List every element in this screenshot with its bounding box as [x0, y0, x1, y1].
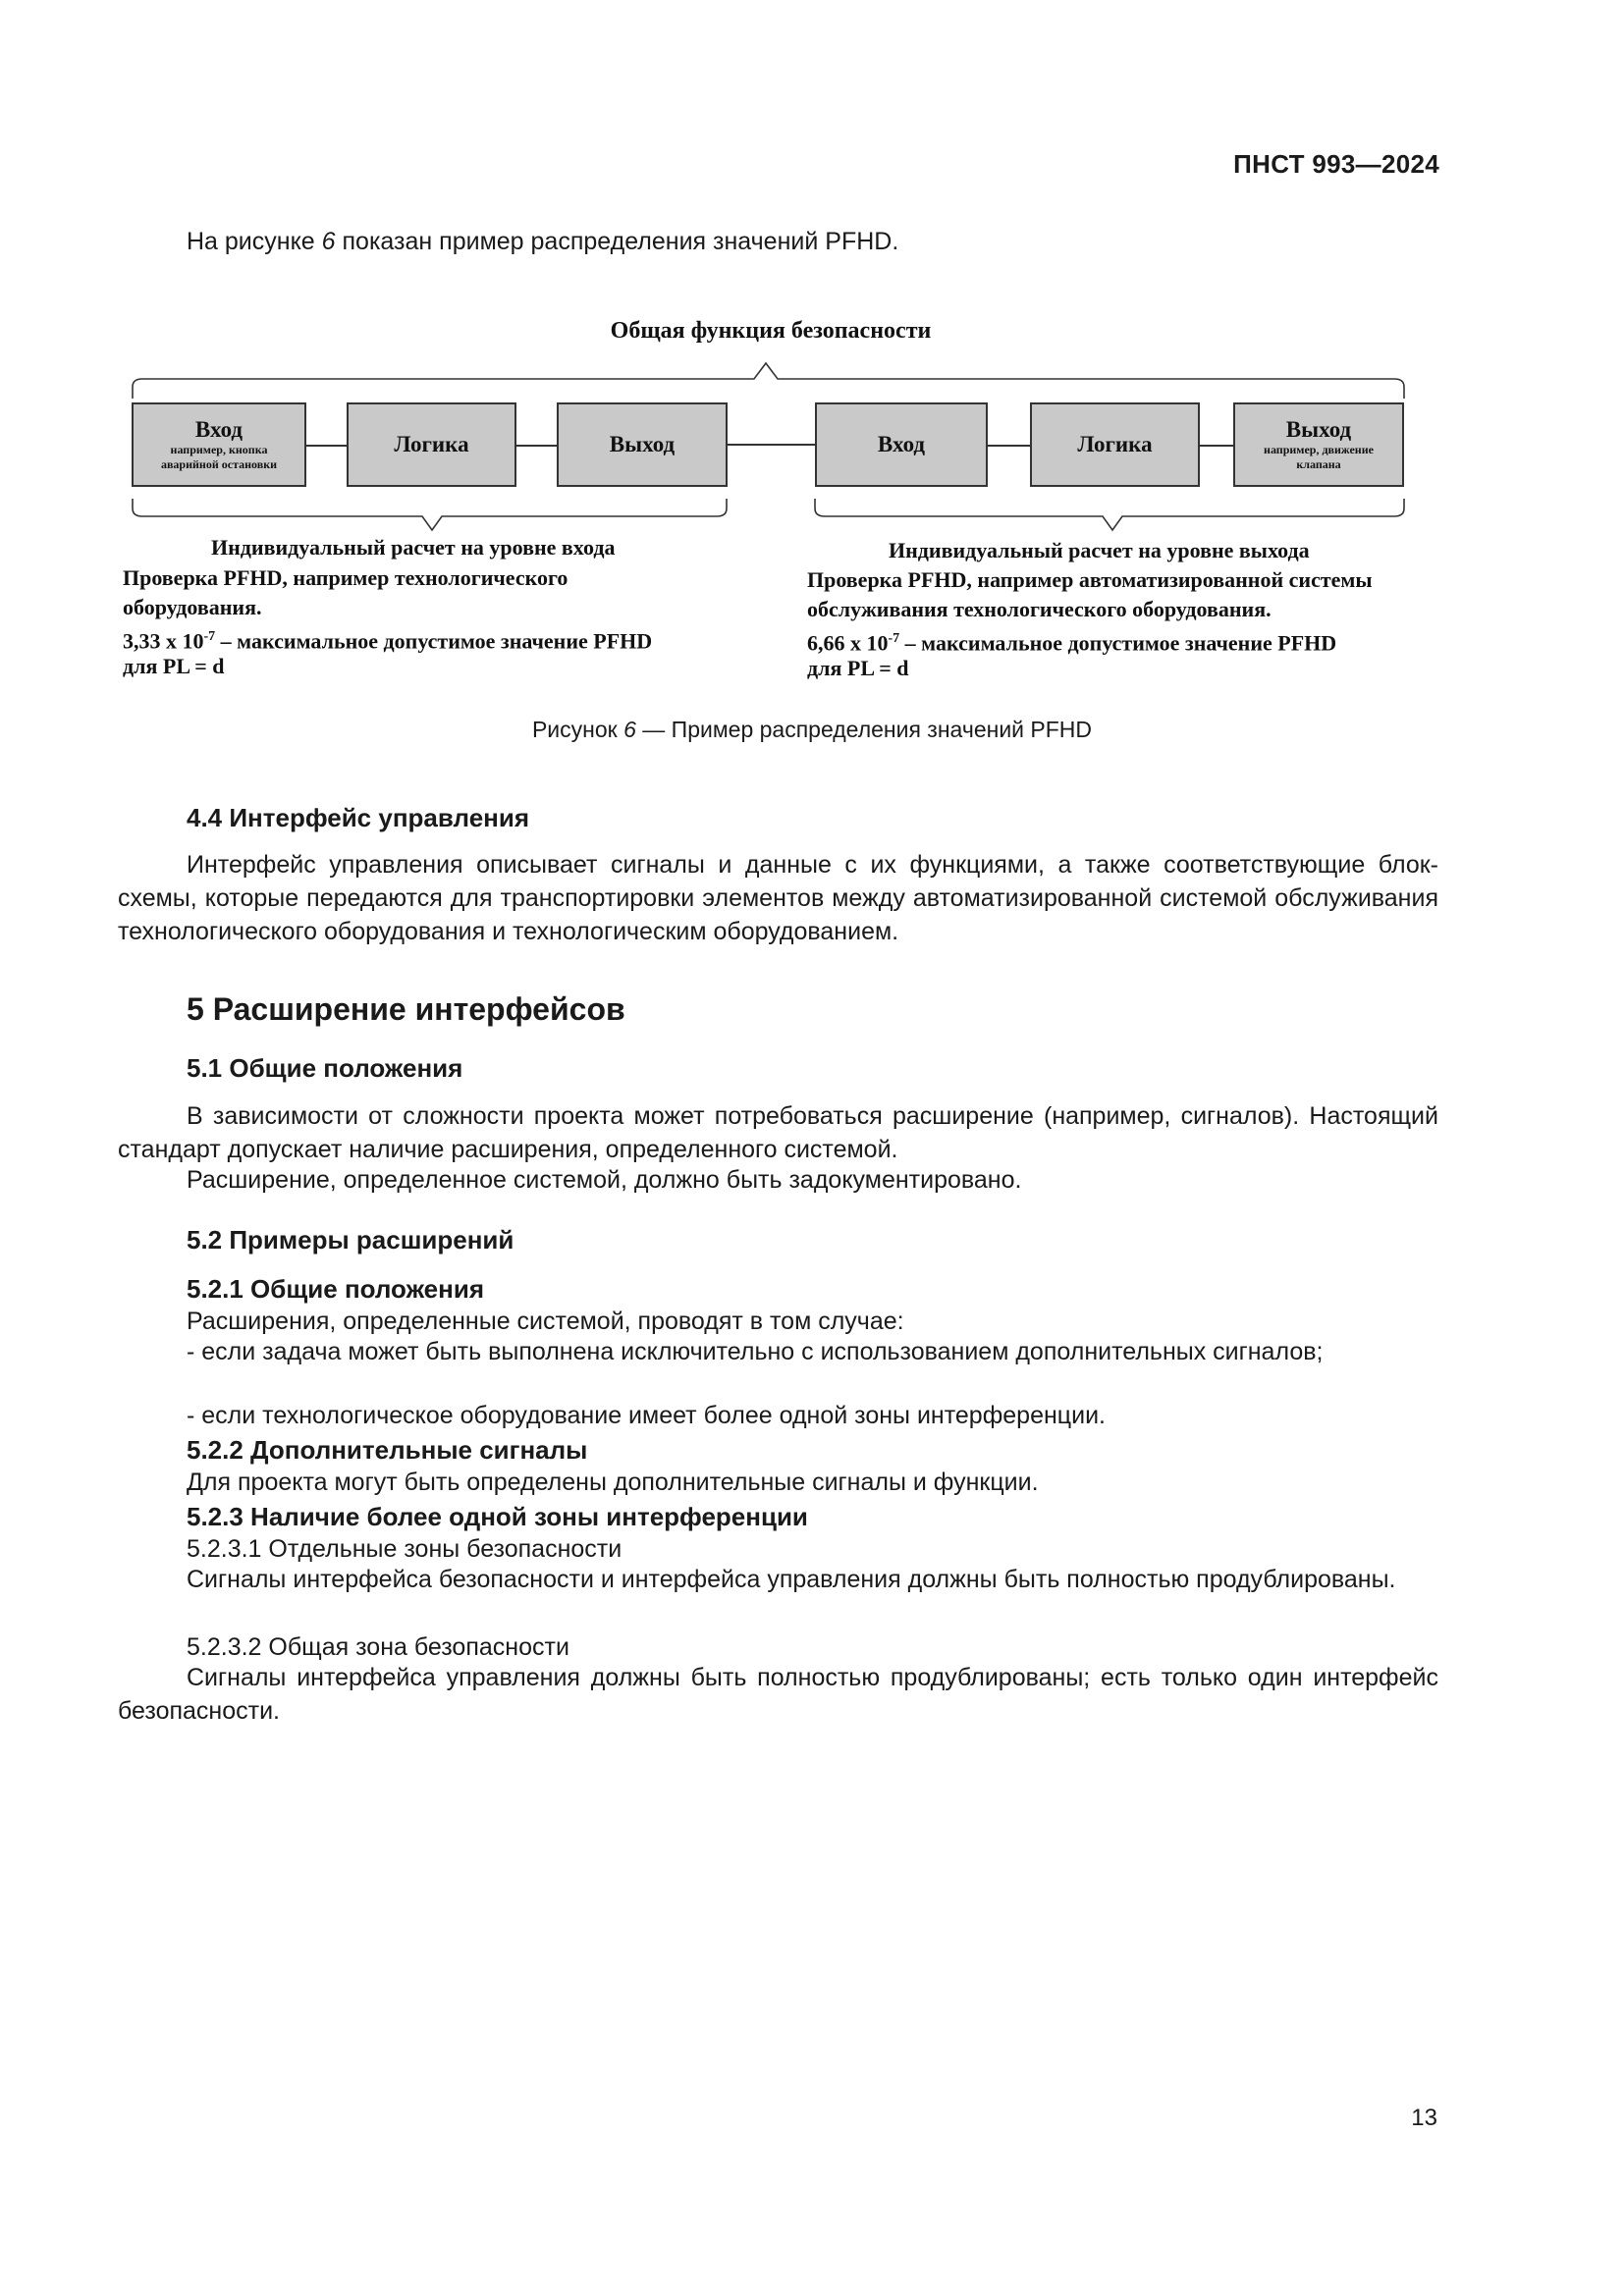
- right-input-block: [815, 402, 988, 487]
- left-output-block: [557, 402, 728, 487]
- section-5-2-2-heading: 5.2.2 Дополнительные сигналы: [187, 1435, 588, 1465]
- intro-figure-ref: 6: [321, 228, 336, 255]
- paragraph-text: В зависимости от сложности проекта может потребоваться расширение (например, сигналов). Настоящий стандарт допускает наличие расширения, определенного системой.: [118, 1102, 1438, 1163]
- right-connector-1: [988, 445, 1030, 447]
- top-brace: [133, 363, 1404, 399]
- diagram-title: Общая функция безопасности: [610, 318, 932, 344]
- caption-text: — Пример распределения значений PFHD: [635, 717, 1093, 742]
- right-calc-line1: Проверка PFHD, например автоматизированной системы: [807, 567, 1373, 592]
- left-brace: [133, 499, 727, 530]
- block-label: Логика: [394, 432, 469, 456]
- left-connector-1: [306, 445, 347, 447]
- list-item-text: - если задача может быть выполнена исключительно с использованием дополнительных сигналов;: [187, 1338, 1324, 1365]
- section-5-1-para1: [118, 1099, 1438, 1166]
- left-logic-block: [347, 402, 516, 487]
- intro-text-start: На рисунке: [187, 228, 322, 255]
- block-label: Вход: [877, 432, 926, 456]
- paragraph-text: Сигналы интерфейса безопасности и интерфейса управления должны быть полностью продублированы.: [187, 1566, 1396, 1593]
- paragraph-text: Интерфейс управления описывает сигналы и данные с их функциями, а также соответствующие блок-схемы, которые передаются для транспортировки элементов между автоматизированной системой обслуживания технологического оборудования и технологическим оборудованием.: [118, 851, 1438, 945]
- block-label: Логика: [1077, 432, 1153, 456]
- left-calc-line1: Проверка PFHD, например технологического: [123, 565, 568, 590]
- section-5-2-3-1-text: [118, 1563, 1438, 1596]
- section-5-heading: 5 Расширение интерфейсов: [187, 991, 625, 1027]
- right-brace: [815, 499, 1404, 530]
- page-number: 13: [1411, 2105, 1437, 2131]
- value-rest: – максимальное допустимое значение PFHD: [899, 630, 1337, 656]
- right-calc-line2: обслуживания технологического оборудования.: [807, 597, 1272, 621]
- left-calc-line4: для PL = d: [123, 654, 225, 678]
- section-5-2-3-1-heading: 5.2.3.1 Отдельные зоны безопасности: [187, 1535, 623, 1563]
- section-5-2-2-text: Для проекта могут быть определены дополнительные сигналы и функции.: [187, 1468, 1039, 1496]
- document-code: ПНСТ 993—2024: [1233, 149, 1439, 179]
- block-label: Выход: [1285, 417, 1352, 442]
- block-label: Выход: [609, 432, 676, 456]
- block-note: например, кнопка аварийной остановки: [160, 443, 278, 471]
- section-5-2-1-item2: - если технологическое оборудование имеет более одной зоны интерференции.: [187, 1402, 1106, 1429]
- intro-text-end: показан пример распределения значений PFHD.: [335, 228, 899, 255]
- section-4-4-heading: 4.4 Интерфейс управления: [187, 803, 530, 832]
- section-5-1-para2: Расширение, определенное системой, должно быть задокументировано.: [187, 1166, 1022, 1194]
- block-label: Вход: [194, 417, 244, 442]
- figure-caption: [0, 717, 1624, 743]
- pfhd-distribution-diagram: [118, 312, 1424, 685]
- value-exponent: -7: [203, 629, 216, 644]
- right-logic-block: [1030, 402, 1200, 487]
- section-5-2-1-lead: Расширения, определенные системой, проводят в том случае:: [187, 1308, 904, 1335]
- right-calc-line4: для PL = d: [807, 656, 909, 680]
- value-base: 6,66 x 10: [807, 630, 889, 656]
- left-calc-title: Индивидуальный расчет на уровне входа: [211, 535, 616, 560]
- left-input-block: [132, 402, 306, 487]
- section-5-2-heading: 5.2 Примеры расширений: [187, 1225, 514, 1255]
- right-output-block: [1233, 402, 1404, 487]
- section-5-2-1-heading: 5.2.1 Общие положения: [187, 1274, 484, 1304]
- value-base: 3,33 x 10: [123, 628, 204, 654]
- block-note: например, движение клапана: [1264, 443, 1374, 471]
- section-4-4-text: [118, 848, 1438, 948]
- section-5-1-heading: 5.1 Общие положения: [187, 1053, 463, 1083]
- right-calc-title: Индивидуальный расчет на уровне выхода: [889, 538, 1310, 562]
- value-rest: – максимальное допустимое значение PFHD: [215, 628, 653, 654]
- caption-prefix: Рисунок: [531, 717, 624, 742]
- section-5-2-3-heading: 5.2.3 Наличие более одной зоны интерференции: [187, 1502, 808, 1531]
- left-calc-line2: оборудования.: [123, 595, 262, 619]
- intro-sentence: [187, 228, 898, 256]
- right-connector-2: [1200, 445, 1233, 447]
- paragraph-text: Сигналы интерфейса управления должны быть полностью продублированы; есть только один интерфейс безопасности.: [118, 1664, 1438, 1725]
- caption-number: 6: [623, 717, 636, 742]
- section-5-2-3-2-heading: 5.2.3.2 Общая зона безопасности: [187, 1633, 569, 1661]
- section-5-2-3-2-text: [118, 1661, 1438, 1728]
- left-connector-2: [516, 445, 557, 447]
- value-exponent: -7: [888, 631, 900, 646]
- section-5-2-1-item1: [118, 1335, 1438, 1368]
